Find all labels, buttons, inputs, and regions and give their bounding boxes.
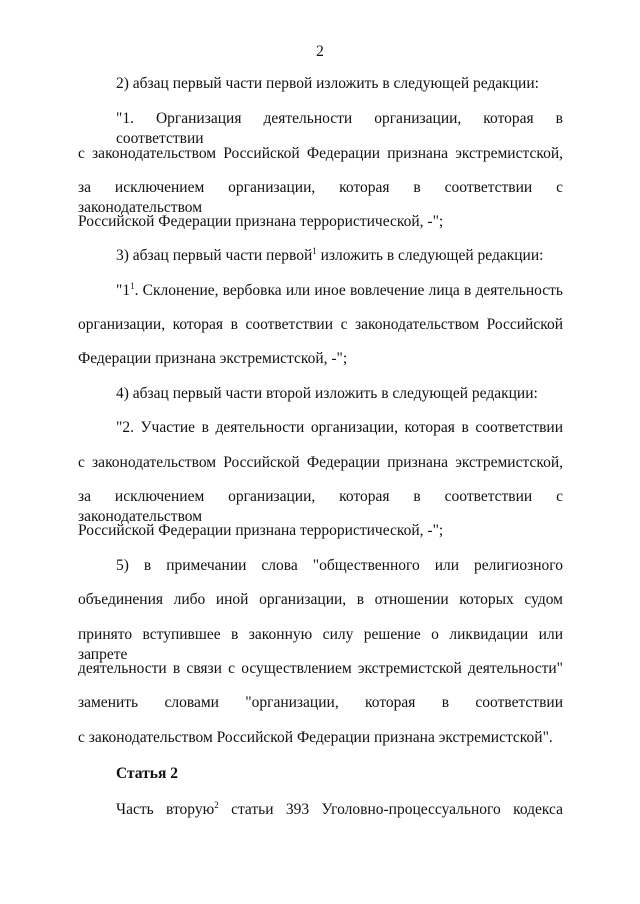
quote-1-line-3: за исключением организации, которая в соответствии с законодательством: [78, 179, 563, 216]
paragraph-5-line-3: принято вступившее в законную силу решение о ликвидации или запрете: [78, 626, 563, 663]
paragraph-4-line: 4) абзац первый части второй изложить в следующей редакции:: [116, 385, 538, 402]
paragraph-3-line: 3) абзац первый части первой$^1$ изложить в следующей редакции:: [116, 246, 544, 264]
quote-2-line-1: "2. Участие в деятельности организации, которая в соответствии: [116, 419, 563, 436]
paragraph-5-line-6: с законодательством Российской Федерации признана экстремистской".: [78, 729, 553, 746]
quote-1-line-1: "1. Организация деятельности организации, которая в соответствии: [116, 110, 563, 147]
quote-1-1-line-3: Федерации признана экстремистской, -";: [78, 350, 348, 367]
quote-2-line-2: с законодательством Российской Федерации признана экстремистской,: [78, 454, 563, 471]
quote-1-1-line-1: "$1^1$. Склонение, вербовка или иное вовлечение лица в деятельность: [116, 281, 563, 299]
article-2-heading: Статья 2: [116, 765, 178, 782]
quote-1-line-2: с законодательством Российской Федерации признана экстремистской,: [78, 145, 563, 162]
paragraph-2-line: 2) абзац первый части первой изложить в следующей редакции:: [116, 75, 539, 92]
footnote-marker: 1: [312, 246, 317, 256]
paragraph-5-line-5: заменить словами "организации, которая в соответствии: [78, 694, 563, 711]
footnote-marker: 1: [130, 281, 135, 291]
quote-1-line-4: Российской Федерации признана террористической, -";: [78, 213, 444, 230]
page-number: 2: [316, 43, 324, 60]
paragraph-5-line-1: 5) в примечании слова "общественного или религиозного: [116, 557, 563, 574]
quote-1-1-line-2: организации, которая в соответствии с законодательством Российской: [78, 316, 563, 333]
paragraph-5-line-2: объединения либо иной организации, в отношении которых судом: [78, 591, 563, 608]
paragraph-5-line-4: деятельности в связи с осуществлением экстремистской деятельности": [78, 660, 563, 677]
quote-2-line-3: за исключением организации, которая в соответствии с законодательством: [78, 488, 563, 525]
quote-2-line-4: Российской Федерации признана террористической, -";: [78, 522, 444, 539]
footnote-marker: 2: [214, 800, 219, 810]
article-2-line-1: Часть вторую$^2$ статьи 393 Уголовно-процессуального кодекса: [116, 800, 563, 818]
